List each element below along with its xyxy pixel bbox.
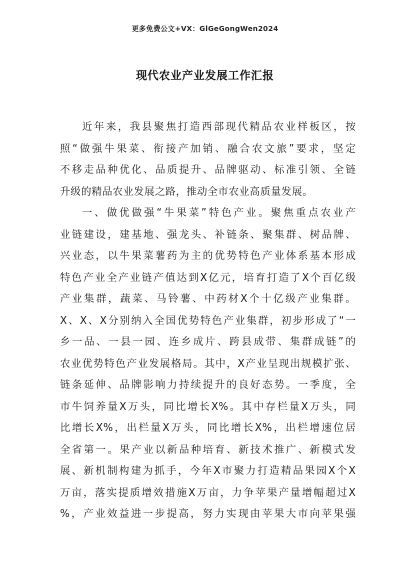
document-title: 现代农业产业发展工作汇报 xyxy=(136,69,274,82)
header-note: 更多免费公文+VX：GlGeGongWen2024 xyxy=(131,25,279,33)
body-line: 近年来，我县聚焦打造西部现代精品农业样板区，按 xyxy=(82,122,356,133)
body-line: 特色产业全产业链产值达到X亿元，培育打造了X个百亿级 xyxy=(60,272,356,284)
body-line: X、X、X分别纳入全国优势特色产业集群，初步形成了“一 xyxy=(60,315,356,327)
body-line: 升级的精品农业发展之路，推动全市农业高质量发展。 xyxy=(60,186,313,198)
body-line: 产业集群，蔬菜、马铃薯、中药材X个十亿级产业集群。 xyxy=(60,294,356,305)
body-line: 链条延伸、品牌影响力持续提升的良好态势。一季度，全 xyxy=(60,380,356,391)
body-line: 农业优势特色产业发展格局。其中，X产业呈现出规模扩张、 xyxy=(60,358,356,370)
body-line: 业链建设，建基地、强龙头、补链条、聚集群、树品牌、 xyxy=(60,229,356,241)
document-body xyxy=(60,117,356,526)
body-line: 市牛饲养量X万头，同比增长X%。其中存栏量X万头，同 xyxy=(60,401,356,413)
body-line: 兴业态，以牛果菜薯药为主的优势特色产业体系基本形成 xyxy=(60,251,356,262)
body-line: 乡一品、一县一园、连乡成片、跨县成带、集群成链”的 xyxy=(60,337,356,348)
body-line: %，产业效益进一步提高，努力实现由苹果大市向苹果强 xyxy=(60,509,356,520)
body-line: 比增长X%，出栏量X万头，同比增长X%，出栏增速位居 xyxy=(60,423,356,434)
body-line: 一、做优做强“牛果菜”特色产业。聚焦重点农业产 xyxy=(82,208,356,219)
body-line: 万亩，落实提质增效措施X万亩，力争苹果产量增幅超过X xyxy=(60,487,356,499)
body-line: 全省第一。果产业以新品种培育、新技术推广、新模式发 xyxy=(60,444,356,456)
body-line: 照“做强牛果菜、衔接产加销、融合农文旅”要求，坚定 xyxy=(60,143,356,155)
body-line: 不移走品种优化、品质提升、品牌驱动、标准引领、全链 xyxy=(60,165,356,176)
body-line: 展、新机制构建为抓手，今年X市聚力打造精品果园X个X xyxy=(60,466,356,477)
